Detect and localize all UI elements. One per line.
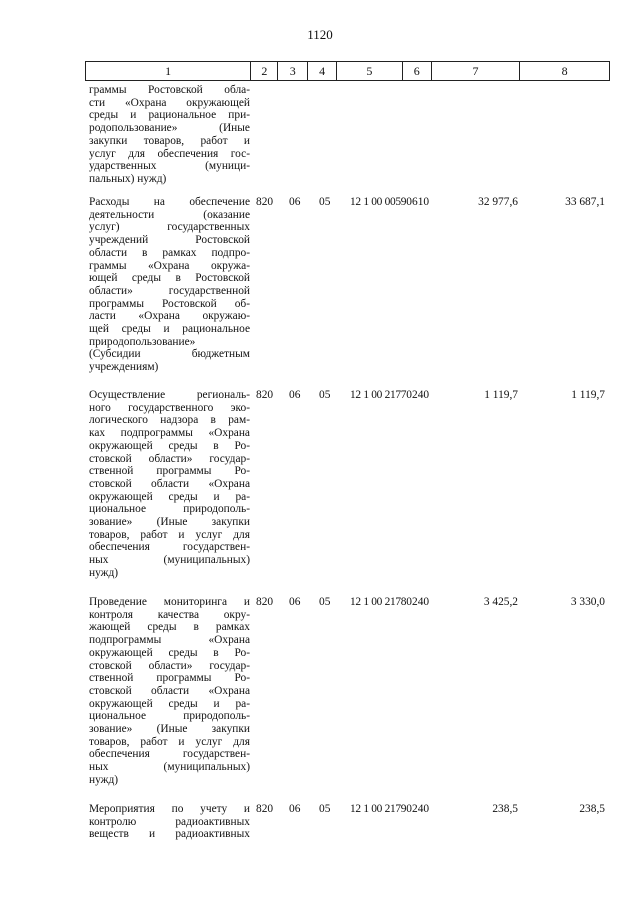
header-col-7: 7 (432, 62, 521, 80)
expense-type-code: 610 (412, 196, 430, 208)
subsection-code: 05 (319, 596, 331, 608)
description-line: ласти «Охрана окружаю- (89, 310, 250, 323)
description-line: сти «Охрана окружающей (89, 96, 250, 109)
header-col-2: 2 (251, 62, 278, 80)
description-line: граммы «Охрана окружа- (89, 259, 250, 272)
admin-code: 820 (256, 389, 274, 401)
description-line: закупки товаров, работ и (89, 134, 250, 147)
description-line: зование» (Иные закупки (89, 723, 250, 736)
header-col-8: 8 (561, 64, 568, 78)
description-line: логического надзора в рам- (89, 414, 250, 427)
header-col-4: 4 (308, 62, 337, 80)
subsection-code: 05 (319, 196, 331, 208)
description-line: среды и рациональное при- (89, 109, 250, 122)
description-line: окружающей среды и ра- (89, 490, 250, 503)
description-line: товаров, работ и услуг для (89, 528, 250, 541)
target-article-code: 12 1 00 21790 (350, 803, 412, 815)
description-line: деятельности (оказание (89, 208, 250, 221)
description-line: стовской области» государ- (89, 659, 250, 672)
description-line: товаров, работ и услуг для (89, 735, 250, 748)
subsection-code: 05 (319, 803, 331, 815)
row-description (89, 596, 250, 787)
description-line: циональное природополь- (89, 710, 250, 723)
description-line: контроля качества окру- (89, 608, 250, 621)
description-line: окружающей среды в Ро- (89, 646, 250, 659)
description-line: окружающей среды и ра- (89, 697, 250, 710)
description-line: Осуществление региональ- (89, 389, 250, 401)
amount-col-8: 3 330,0 (570, 596, 605, 608)
description-line: Мероприятия по учету и (89, 803, 250, 815)
description-line: окружающей среды в Ро- (89, 439, 250, 452)
description-line: ющей среды в Ростовской (89, 272, 250, 285)
description-line: ного государственного эко- (89, 401, 250, 414)
expense-type-code: 240 (412, 389, 430, 401)
description-line: услуг для обеспечения гос- (89, 147, 250, 160)
amount-col-8: 1 119,7 (571, 389, 605, 401)
description-line: ках подпрограммы «Охрана (89, 427, 250, 440)
description-line: контролю радиоактивных (89, 815, 250, 828)
description-line: ственной программы Ро- (89, 672, 250, 685)
description-line: обеспечения государствен- (89, 541, 250, 554)
row-description (89, 803, 250, 841)
description-line: области в рамках подпро- (89, 246, 250, 259)
section-code: 06 (289, 389, 301, 401)
description-line: ственной программы Ро- (89, 465, 250, 478)
table-header (85, 61, 610, 81)
amount-col-7: 238,5 (492, 803, 518, 815)
description-line: программы Ростовской об- (89, 297, 250, 310)
description-line: пальных) нужд) (89, 172, 167, 185)
description-line: стовской области» государ- (89, 452, 250, 465)
subsection-code: 05 (319, 389, 331, 401)
description-line: щей среды и рациональное (89, 323, 250, 336)
description-line: ударственных (муници- (89, 160, 250, 173)
admin-code: 820 (256, 596, 274, 608)
section-code: 06 (289, 803, 301, 815)
target-article-code: 12 1 00 21770 (350, 389, 412, 401)
description-line: нужд) (89, 566, 119, 579)
description-line: обеспечения государствен- (89, 748, 250, 761)
description-line: зование» (Иные закупки (89, 516, 250, 529)
row-description (89, 84, 250, 186)
description-line: области» государственной (89, 284, 250, 297)
description-line: веществ и радиоактивных (89, 828, 250, 841)
section-code: 06 (289, 596, 301, 608)
expense-type-code: 240 (412, 803, 430, 815)
admin-code: 820 (256, 196, 274, 208)
description-line: (Субсидии бюджетным (89, 348, 250, 361)
amount-col-7: 3 425,2 (483, 596, 518, 608)
description-line: циональное природополь- (89, 503, 250, 516)
header-col-3: 3 (278, 62, 308, 80)
admin-code: 820 (256, 803, 274, 815)
target-article-code: 12 1 00 21780 (350, 596, 412, 608)
description-line: граммы Ростовской обла- (89, 84, 250, 96)
description-line: жающей среды в рамках (89, 621, 250, 634)
header-col-5: 5 (337, 62, 403, 80)
description-line: ных (муниципальных) (89, 554, 250, 567)
description-line: родопользование» (Иные (89, 122, 250, 135)
expense-type-code: 240 (412, 596, 430, 608)
amount-col-7: 32 977,6 (478, 196, 518, 208)
page-number: 1120 (307, 27, 333, 42)
row-description (89, 389, 250, 580)
section-code: 06 (289, 196, 301, 208)
amount-col-8: 33 687,1 (565, 196, 605, 208)
description-line: ных (муниципальных) (89, 761, 250, 774)
description-line: услуг) государственных (89, 221, 250, 234)
description-line: стовской области «Охрана (89, 684, 250, 697)
description-line: природопользование» (89, 335, 196, 348)
description-line: Расходы на обеспечение (89, 196, 250, 208)
description-line: Проведение мониторинга и (89, 596, 250, 608)
row-description (89, 196, 250, 374)
header-col-6: 6 (403, 62, 432, 80)
description-line: нужд) (89, 773, 119, 786)
description-line: подпрограммы «Охрана (89, 634, 250, 647)
description-line: учреждениям) (89, 361, 159, 374)
header-col-1: 1 (86, 62, 251, 80)
description-line: стовской области «Охрана (89, 477, 250, 490)
target-article-code: 12 1 00 00590 (350, 196, 412, 208)
description-line: учреждений Ростовской (89, 234, 250, 247)
amount-col-8: 238,5 (579, 803, 605, 815)
amount-col-7: 1 119,7 (484, 389, 518, 401)
